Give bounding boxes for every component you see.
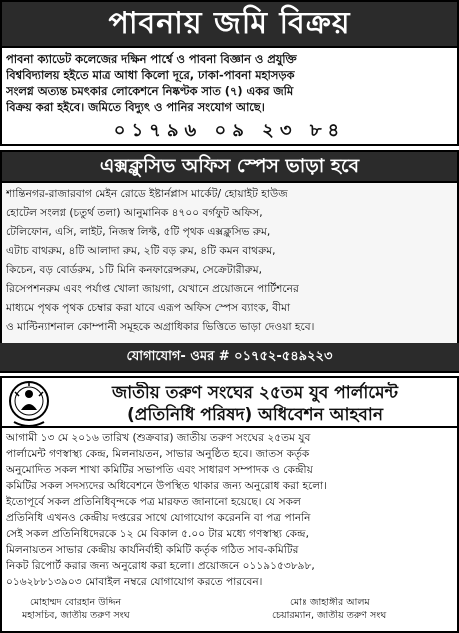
ad2-text-line: মাধ্যমে পৃথক পৃথক চেম্বার করা যাবে এরূপ অফিস স্পেস ব্যাংক, বীমা — [6, 302, 291, 314]
signatory-left-name: মোহাম্মদ বোরহান উদ্দিন — [30, 597, 122, 608]
ad3-text-line: আগামী ১৩ মে ২০১৬ তারিখ (শুক্রবার) জাতীয় তরুণ সংঘের ২৫তম যুব — [6, 432, 311, 444]
ad3-text-line: ০১৬২৮৮১৩৯০৩ মোবাইল নম্বরে যোগাযোগ করতে পারবেন। — [6, 576, 263, 588]
signatory-right-name: মোঃ জাহাঙ্গীর আলম — [290, 597, 370, 608]
ad3-text-line: ইতোপূর্বে সকল প্রতিনিধিবৃন্দকে পত্র মারফত জানানো হয়েছে। যে সকল — [6, 496, 301, 508]
ad2-text-line: শান্তিনগর-রাজারবাগ মেইন রোডে ইষ্টার্নপ্লাস মার্কেট/ হোয়াইট হাউজ — [6, 188, 288, 200]
ad1-text-line: বিক্রয় করা হইবে। জমিতে বিদ্যুৎ ও পানির সংযোগ আছে। — [6, 100, 265, 114]
ad2-text-line: কিচেন, বড় বোর্ডরুম, ১টি মিনি কনফারেন্সরুম, সেক্রেটারীরুম, — [6, 264, 262, 276]
ad3-text-line: মিলনায়তন সাভার কেন্দ্রীয় কার্যনির্বাহী কমিটি কর্তৃক গঠিত সাব-কমিটির — [6, 544, 299, 556]
ad1-title: পাবনায় জমি বিক্রয় — [108, 6, 351, 41]
ad2-text-line: টেলিফোন, এসি, লাইট, নিজস্ব লিফ্ট, ৫টি পৃথক এক্সক্লুসিভ রুম, — [6, 226, 271, 238]
ad3-text-line: সেই সকল প্রতিনিধিদেরকে ১২ মে বিকাল ৫.০০ টার মধ্যে গণস্বাস্থ্য কেন্দ্র, — [6, 528, 309, 540]
ad3-divider — [0, 426, 459, 428]
ad1-phone-number: ০১৭৯৬ ০৯ ২৩ ৮৪ — [113, 120, 346, 141]
ad1-text-line: বিশ্ববিদ্যালয় হইতে মাত্র আধা কিলো দূরে, ঢাকা-পাবনা মহাসড়ক — [6, 68, 295, 82]
ad3-text-line: পার্লামেন্ট গণস্বাস্থ্য কেন্দ্র, মিলনায়তন, সাভার অনুষ্ঠিত হবে। জাতস কর্তৃক — [6, 448, 310, 460]
ad1-text-line: সংলগ্ন অত্যন্ত চমৎকার লোকেশনে নিষ্কণ্টক সাত (৭) একর জমি — [6, 84, 294, 98]
ad3-title-line2: (প্রতিনিধি পরিষদ) অধিবেশন আহবান — [127, 405, 383, 425]
ad2-title: এক্সক্লুসিভ অফিস স্পেস ভাড়া হবে — [99, 155, 360, 177]
organization-emblem-icon — [8, 380, 50, 430]
ad2-text-line: রিসেপশনরুম এবং পর্যাপ্ত খোলা জায়গা, যেখানে প্রয়োজনে পার্টিশনের — [6, 283, 299, 295]
ad3-title-line1: জাতীয় তরুণ সংঘের ২৫তম যুব পার্লামেন্ট — [112, 383, 398, 403]
ad2-text-line: হোটেল সংলগ্ন (চতুর্থ তলা) আনুমানিক ৪৭০০ বর্গফুট অফিস, — [6, 207, 263, 219]
signatory-right-title: চেয়ারম্যান, জাতীয় তরুণ সংঘ — [272, 610, 387, 621]
ad3-text-line: অনুমোদিত সকল শাখা কমিটির সভাপতি এবং সাধারণ সম্পাদক ও কেন্দ্রীয় — [6, 464, 313, 476]
ad1-text-line: পাবনা ক্যাডেট কলেজের দক্ষিন পার্শ্বে ও পাবনা বিজ্ঞান ও প্রযুক্তি — [6, 52, 297, 66]
ad2-text-line: ও মাল্টিন্যাশনাল কোম্পানী সমূহকে অগ্রাধিকার ভিত্তিতে ভাড়া দেওয়া হবে। — [6, 321, 315, 333]
ad3-text-line: প্রতিনিধি এখনও কেন্দ্রীয় দপ্তরের সাথে যোগাযোগ করেননি বা পত্র পাননি — [6, 512, 311, 524]
ad2-contact: যোগাযোগ- ওমর # ০১৭৫২-৫৪৯২২৩ — [126, 349, 333, 364]
ad2-text-line: এটাচ বাথরুম, ৪টি আলাদা রুম, ২টি বড় রুম, ৪টি কমন বাথরুম, — [6, 245, 276, 257]
ad3-text-line: নিকট রিপোর্ট করার জন্য অনুরোধ করা হলো। প্রয়োজনে ০১১৯১৫৩৮৯৮, — [6, 560, 315, 572]
ad3-text-line: কমিটির সকল সদস্যদের অধিবেশনে উপস্থিত থাকার জন্য অনুরোধ করা হলো। — [6, 480, 328, 492]
signatory-left-title: মহাসচিব, জাতীয় তরুণ সংঘ — [22, 610, 130, 621]
